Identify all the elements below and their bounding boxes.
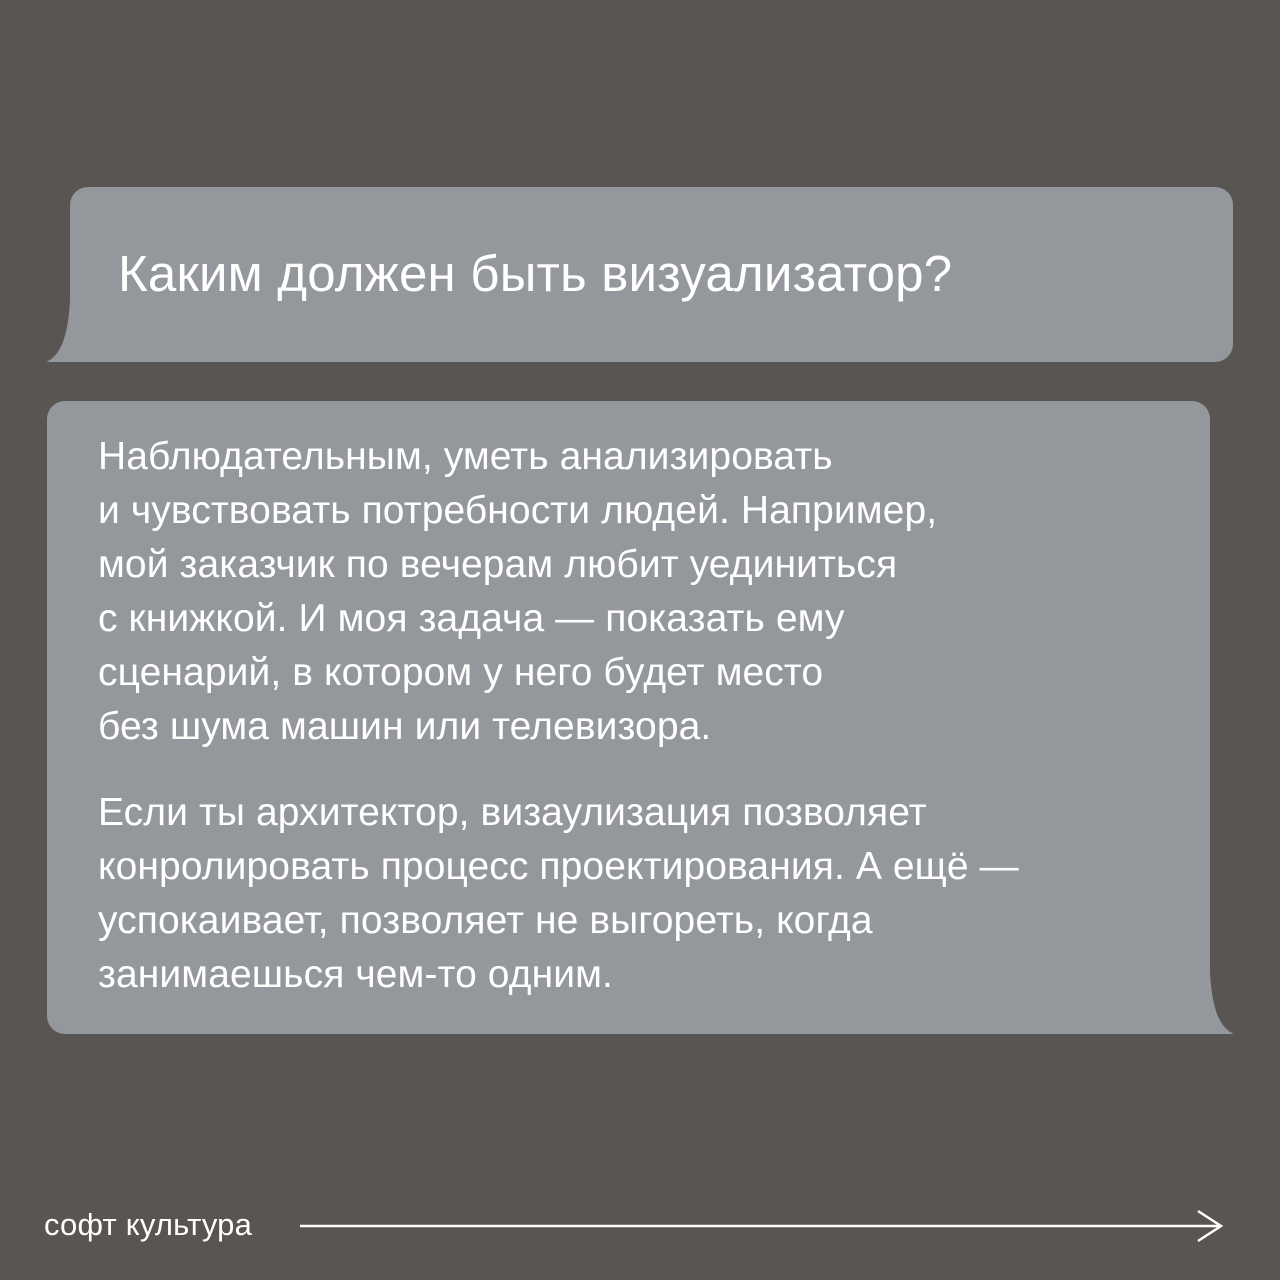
answer-line: сценарий, в котором у него будет место [98, 651, 824, 694]
question-title: Каким должен быть визуализатор? [118, 245, 953, 302]
brand-name: софт культура [44, 1207, 253, 1242]
answer-paragraph-2 [98, 786, 1019, 1002]
answer-paragraph-1 [98, 430, 937, 754]
answer-line: без шума машин или телевизора. [98, 705, 712, 748]
answer-line: Если ты архитектор, визаулизация позволяет [98, 791, 927, 834]
answer-line: Наблюдательным, уметь анализировать [98, 435, 833, 478]
answer-bubble-tail [1190, 972, 1234, 1034]
answer-line: конролировать процесс проектирования. А ещё — [98, 845, 1019, 888]
answer-line: успокаивает, позволяет не выгореть, когда [98, 899, 873, 942]
arrow-right-icon[interactable] [300, 1209, 1225, 1243]
answer-line: мой заказчик по вечерам любит уединиться [98, 543, 898, 586]
answer-line: с книжкой. И моя задача — показать ему [98, 597, 845, 640]
answer-line: занимаешься чем-то одним. [98, 953, 613, 996]
answer-line: и чувствовать потребности людей. Например, [98, 489, 938, 532]
question-bubble-tail [46, 300, 86, 362]
